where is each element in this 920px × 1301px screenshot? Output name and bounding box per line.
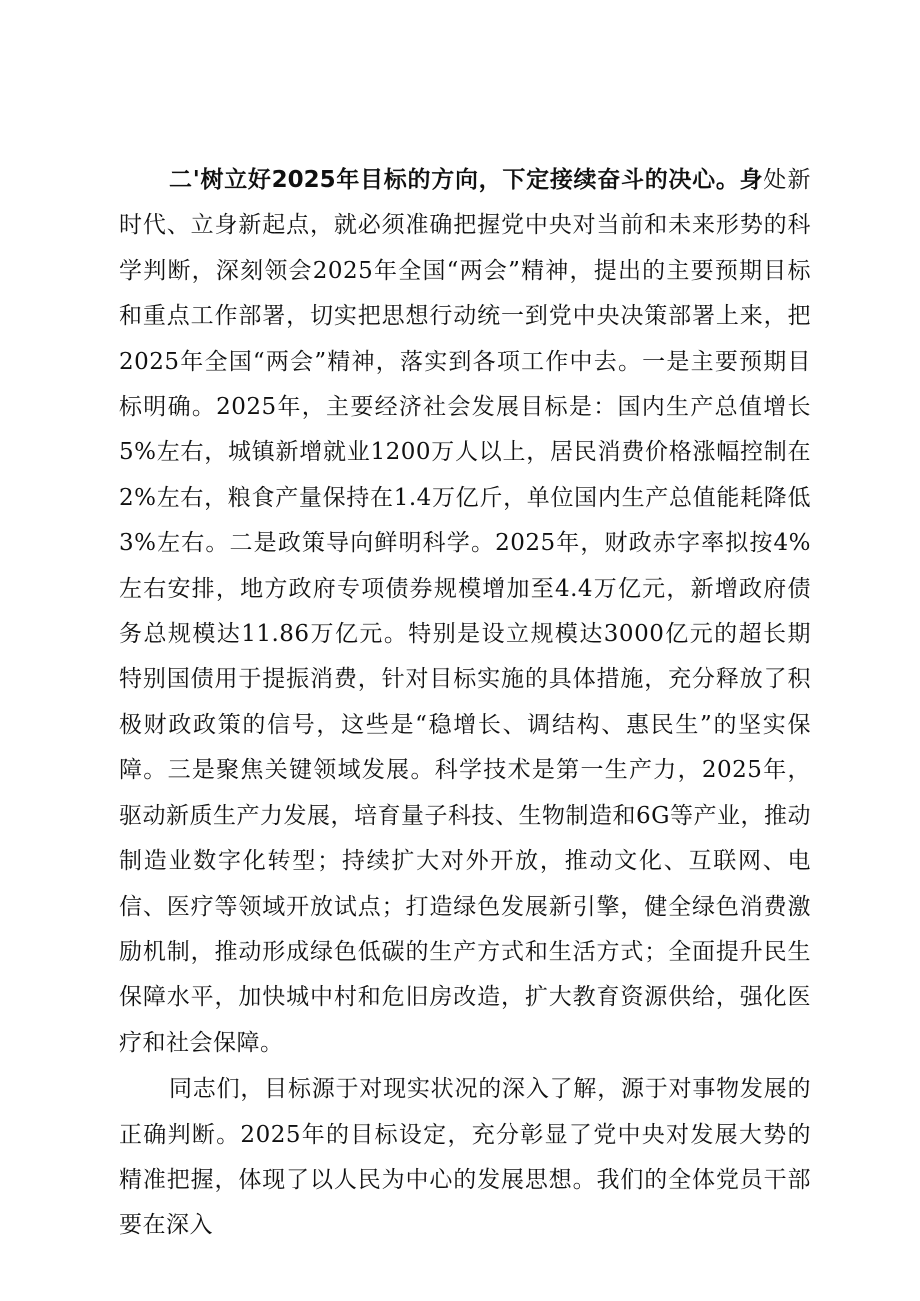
paragraph-2 — [119, 1067, 811, 1249]
paragraph-2-text: 同志们，目标源于对现实状况的深入了解，源于对事物发展的正确判断。2025年的目标设定，充分彰显了党中央对发展大势的精准把握，体现了以人民为中心的发展思想。我们的全体党员干部要在深入 — [119, 1076, 811, 1239]
section-heading-lead: 二'树立好2025年目标的方向，下定接续奋斗的决心。身 — [169, 167, 764, 193]
paragraph-1-text: 处新时代、立身新起点，就必须准确把握党中央对当前和未来形势的科学判断，深刻领会2025年全国“两会”精神，提出的主要预期目标和重点工作部署，切实把思想行动统一到党中央决策部署上来，把2025年全国“两会”精神，落实到各项工作中去。一是主要预期目标明确。2025年，主要经济社会发展目标是：国内生产总值增长5%左右，城镇新增就业1200万人以上，居民消费价格涨幅控制在2%左右，粮食产量保持在1.4万亿斤，单位国内生产总值能耗降低3%左右。二是政策导向鲜明科学。2025年，财政赤字率拟按4%左右安排，地方政府专项债券规模增加至4.4万亿元，新增政府债务总规模达11.86万亿元。特别是设立规模达3000亿元的超长期特别国债用于提振消费，针对目标实施的具体措施，充分释放了积极财政政策的信号，这些是“稳增长、调结构、惠民生”的坚实保障。三是聚焦关键领域发展。科学技术是第一生产力，2025年，驱动新质生产力发展，培育量子科技、生物制造和6G等产业，推动制造业数字化转型；持续扩大对外开放，推动文化、互联网、电信、医疗等领域开放试点；打造绿色发展新引擎，健全绿色消费激励机制，推动形成绿色低碳的生产方式和生活方式；全面提升民生保障水平，加快城中村和危旧房改造，扩大教育资源供给，强化医疗和社会保障。 — [119, 167, 812, 1056]
document-body — [119, 158, 811, 1249]
paragraph-1 — [119, 158, 811, 1066]
